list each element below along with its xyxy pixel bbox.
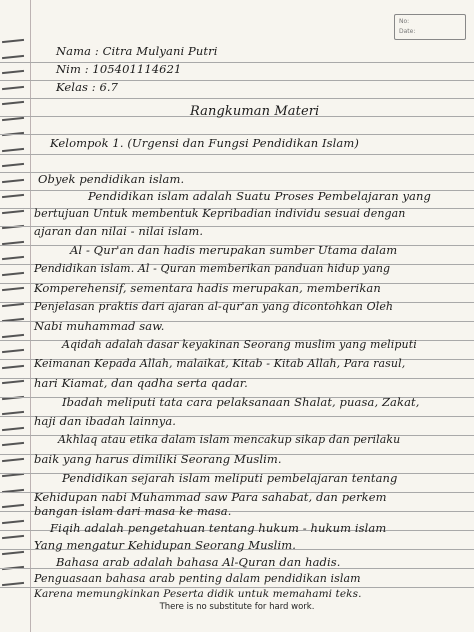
left-margin-line (30, 0, 31, 632)
date-label: Date: (399, 28, 416, 35)
text-line: Penguasaan bahasa arab penting dalam pendidikan islam (34, 572, 361, 585)
text-line: haji dan ibadah lainnya. (34, 414, 177, 428)
text-line: Obyek pendidikan islam. (38, 172, 185, 186)
spiral-binding (2, 40, 24, 598)
text-line: Aqidah adalah dasar keyakinan Seorang muslim yang meliputi (62, 338, 417, 351)
text-line: Penjelasan praktis dari ajaran al-qur'an yang dicontohkan Oleh (34, 300, 394, 313)
text-line: Nabi muhammad saw. (34, 319, 165, 333)
text-line: bangan islam dari masa ke masa. (34, 504, 232, 518)
date-box (394, 14, 466, 40)
text-line: hari Kiamat, dan qadha serta qadar. (34, 376, 248, 390)
text-line: Fiqih adalah pengetahuan tentang hukum - hukum islam (50, 521, 387, 535)
text-line: Al - Qur'an dan hadis merupakan sumber Utama dalam (70, 243, 398, 257)
text-line: Kehidupan nabi Muhammad saw Para sahabat, dan perkem (34, 490, 387, 504)
footer-quote: There is no substitute for hard work. (159, 602, 315, 612)
text-line: Ibadah meliputi tata cara pelaksanaan Shalat, puasa, Zakat, (62, 395, 420, 409)
text-line: ajaran dan nilai - nilai islam. (34, 224, 204, 238)
text-line: baik yang harus dimiliki Seorang Muslim. (34, 452, 282, 466)
text-line: Yang mengatur Kehidupan Seorang Muslim. (34, 538, 296, 552)
text-line: bertujuan Untuk membentuk Kepribadian individu sesuai dengan (34, 207, 406, 220)
text-line: Bahasa arab adalah bahasa Al-Quran dan hadis. (56, 555, 341, 569)
group-heading: Kelompok 1. (Urgensi dan Fungsi Pendidikan Islam) (50, 136, 359, 150)
text-line: Pendidikan islam adalah Suatu Proses Pembelajaran yang (88, 189, 431, 203)
text-line: Komperehensif, sementara hadis merupakan, memberikan (34, 281, 381, 295)
text-line: Akhlaq atau etika dalam islam mencakup sikap dan perilaku (58, 433, 401, 446)
text-line: Pendidikan sejarah islam meliputi pembelajaran tentang (62, 471, 398, 485)
text-line: Keimanan Kepada Allah, malaikat, Kitab - Kitab Allah, Para rasul, (34, 357, 406, 370)
text-line: Karena memungkinkan Peserta didik untuk memahami teks. (34, 588, 362, 600)
text-line: Pendidikan islam. Al - Quran memberikan panduan hidup yang (34, 262, 391, 275)
page-title: Rangkuman Materi (190, 104, 320, 119)
name-line: Nama : Citra Mulyani Putri (56, 44, 218, 58)
nim-line: Nim : 105401114621 (56, 62, 182, 76)
no-label: No: (399, 18, 410, 25)
class-line: Kelas : 6.7 (56, 80, 119, 94)
